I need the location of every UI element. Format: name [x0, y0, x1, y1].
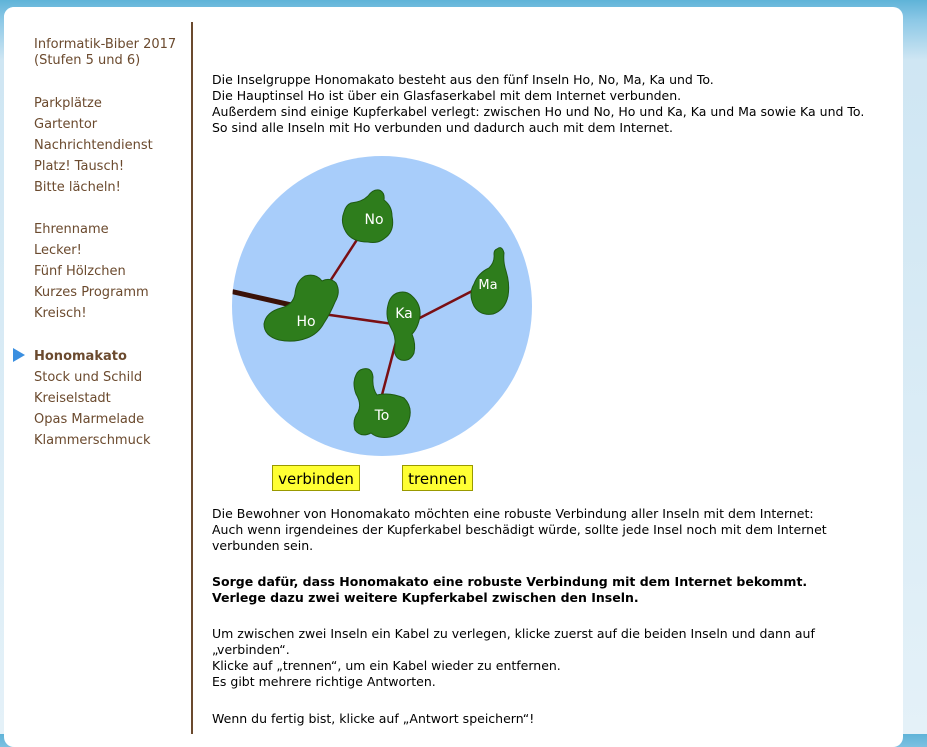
nav-group-1 [34, 93, 153, 198]
island-ho-label: Ho [296, 314, 316, 330]
nav-item-klammerschmuck[interactable]: Klammerschmuck [34, 433, 151, 448]
island-no-label: No [364, 212, 384, 228]
nav-item-gartentor[interactable]: Gartentor [34, 117, 98, 132]
intro-text [212, 72, 892, 136]
task-text [212, 574, 892, 606]
description-text [212, 506, 892, 554]
nav-item-lecker[interactable]: Lecker! [34, 243, 82, 258]
instructions-text [212, 626, 892, 690]
nav-item-stock-und-schild[interactable]: Stock und Schild [34, 370, 143, 385]
finish-line: Wenn du fertig bist, klicke auf „Antwort speichern“! [212, 711, 535, 726]
island-map [225, 150, 540, 460]
island-to-label: To [374, 408, 390, 424]
sidebar-title-line1: Informatik-Biber 2017 [34, 37, 177, 52]
sidebar-title-line2: (Stufen 5 und 6) [34, 53, 141, 68]
sidebar-title [34, 37, 184, 69]
connect-button[interactable]: verbinden [272, 465, 360, 491]
nav-group-3 [34, 346, 151, 451]
nav-item-parkplaetze[interactable]: Parkplätze [34, 96, 102, 111]
island-ma-label: Ma [478, 278, 498, 293]
nav-item-bitte-laecheln[interactable]: Bitte lächeln! [34, 180, 121, 195]
intro-line-3: Außerdem sind einige Kupferkabel verlegt: zwischen Ho und No, Ho und Ka, Ka und Ma sowie Ka und To. [212, 104, 865, 119]
instructions-line-1: Um zwischen zwei Inseln ein Kabel zu verlegen, klicke zuerst auf die beiden Inseln und dann auf „verbinden“. [212, 626, 815, 657]
disconnect-button[interactable]: trennen [402, 465, 473, 491]
nav-item-platz-tausch[interactable]: Platz! Tausch! [34, 159, 125, 174]
nav-group-2 [34, 219, 149, 324]
nav-item-kurzes-programm[interactable]: Kurzes Programm [34, 285, 149, 300]
instructions-line-2: Klicke auf „trennen“, um ein Kabel wieder zu entfernen. [212, 658, 561, 673]
sidebar-divider [191, 22, 193, 734]
description-line-2: Auch wenn irgendeines der Kupferkabel beschädigt würde, sollte jede Insel noch mit dem Internet verbunden sein. [212, 522, 827, 553]
nav-item-kreiselstadt[interactable]: Kreiselstadt [34, 391, 111, 406]
nav-item-honomakato[interactable]: Honomakato [34, 349, 127, 364]
nav-item-opas-marmelade[interactable]: Opas Marmelade [34, 412, 145, 427]
finish-text [212, 711, 892, 727]
island-ka-label: Ka [395, 306, 413, 322]
nav-item-kreisch[interactable]: Kreisch! [34, 306, 87, 321]
nav-item-ehrenname[interactable]: Ehrenname [34, 222, 109, 237]
intro-line-1: Die Inselgruppe Honomakato besteht aus den fünf Inseln Ho, No, Ma, Ka und To. [212, 72, 714, 87]
task-line-1: Sorge dafür, dass Honomakato eine robuste Verbindung mit dem Internet bekommt. [212, 574, 808, 589]
description-line-1: Die Bewohner von Honomakato möchten eine robuste Verbindung aller Inseln mit dem Internet: [212, 506, 814, 521]
nav-item-fuenf-hoelzchen[interactable]: Fünf Hölzchen [34, 264, 126, 279]
instructions-line-3: Es gibt mehrere richtige Antworten. [212, 674, 436, 689]
active-item-arrow-icon [13, 348, 25, 362]
nav-item-nachrichtendienst[interactable]: Nachrichtendienst [34, 138, 153, 153]
intro-line-4: So sind alle Inseln mit Ho verbunden und dadurch auch mit dem Internet. [212, 120, 673, 135]
task-line-2: Verlege dazu zwei weitere Kupferkabel zwischen den Inseln. [212, 590, 639, 605]
intro-line-2: Die Hauptinsel Ho ist über ein Glasfaserkabel mit dem Internet verbunden. [212, 88, 682, 103]
